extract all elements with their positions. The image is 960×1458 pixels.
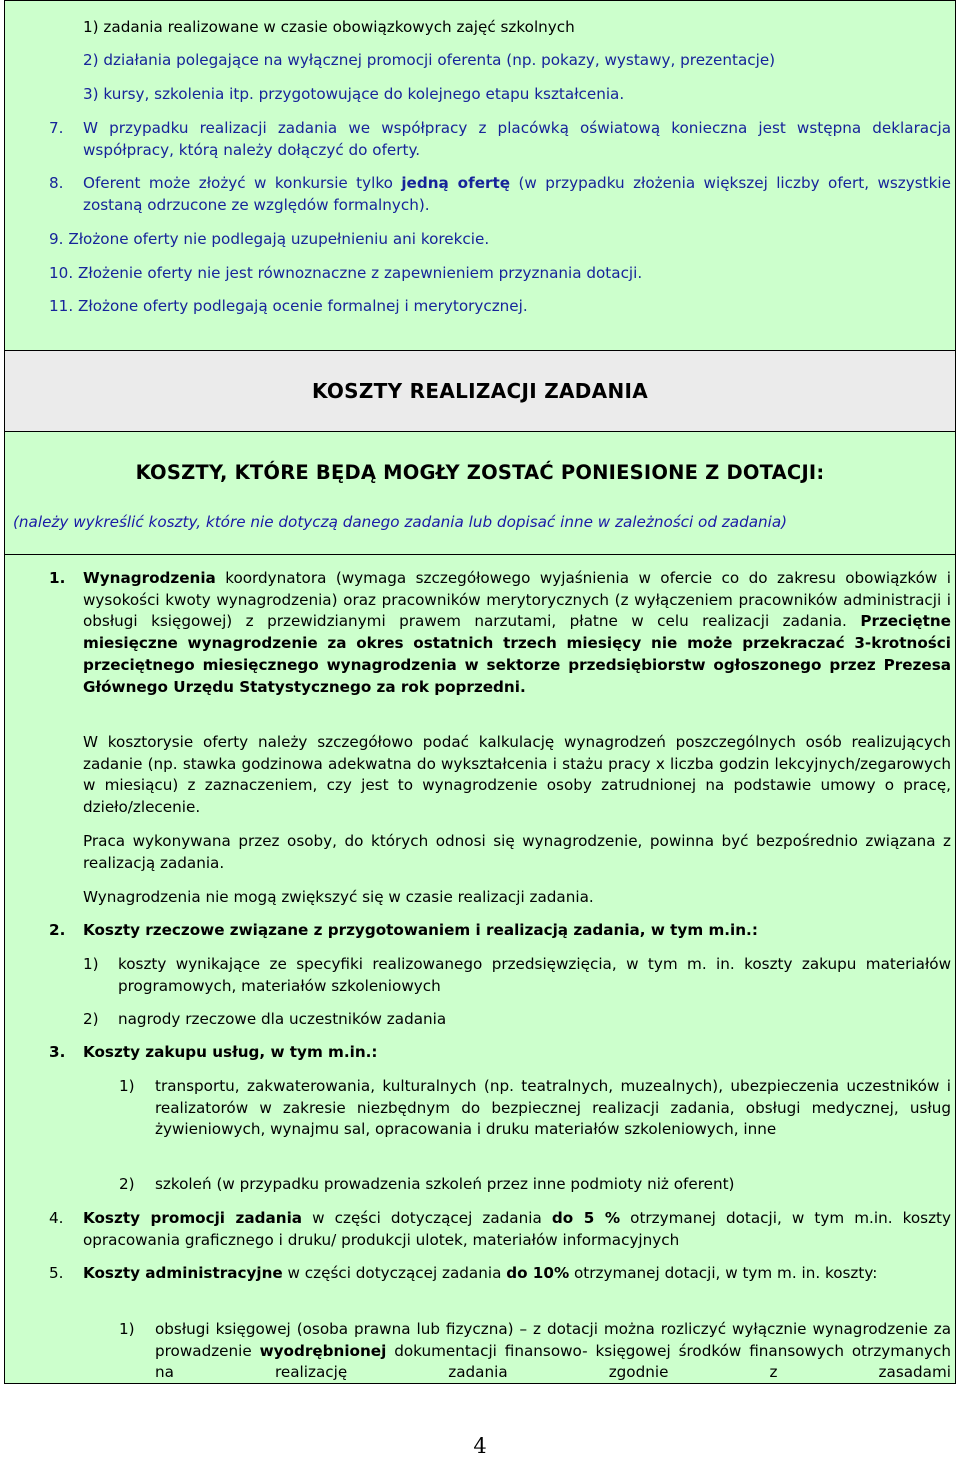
list-item: Oferent może złożyć w konkursie tylko jedną ofertę (w przypadku złożenia większej liczby ofert, wszystkie zostaną odrzucone ze względów formalnych).	[83, 174, 951, 214]
costs-title-box	[4, 350, 956, 432]
list-number: 3.	[49, 1043, 66, 1061]
list-item: 1) zadania realizowane w czasie obowiązkowych zajęć szkolnych	[83, 18, 575, 36]
admin-costs-paragraph: Koszty administracyjne w części dotyczącej zadania do 10% otrzymanej dotacji, w tym m. in. koszty:	[83, 1264, 878, 1282]
list-number: 1)	[83, 955, 99, 973]
section-title: KOSZTY REALIZACJI ZADANIA	[311, 379, 649, 403]
section-heading: Koszty rzeczowe związane z przygotowaniem i realizacją zadania, w tym m.in.:	[83, 921, 758, 939]
list-item: 9. Złożone oferty nie podlegają uzupełnieniu ani korekcie.	[49, 230, 490, 248]
list-item: koszty wynikające ze specyfiki realizowanego przedsięwzięcia, w tym m. in. koszty zakupu materiałów programowych, materiałów szkoleniowych	[118, 955, 951, 995]
list-number: 1.	[49, 569, 66, 587]
list-item: 10. Złożenie oferty nie jest równoznaczne z zapewnieniem przyznania dotacji.	[49, 264, 643, 282]
list-item: 2) działania polegające na wyłącznej promocji oferenta (np. pokazy, wystawy, prezentacje)	[83, 51, 776, 69]
list-number: 7.	[49, 119, 64, 137]
list-number: 2)	[119, 1175, 135, 1193]
costs-list-box	[4, 554, 956, 1384]
list-item: szkoleń (w przypadku prowadzenia szkoleń przez inne podmioty niż oferent)	[155, 1175, 735, 1193]
list-number: 4.	[49, 1209, 64, 1227]
section-subtitle: KOSZTY, KTÓRE BĘDĄ MOGŁY ZOSTAĆ PONIESIONE Z DOTACJI:	[135, 461, 825, 484]
salaries-paragraph: W kosztorysie oferty należy szczegółowo podać kalkulację wynagrodzeń poszczególnych osób realizujących zadanie (np. stawka godzinowa adekwatna do wykształcenia i stażu pracy x liczba godzin lekcyjnych/zegarowych w miesiącu) z zaznaczeniem, czy jest to wynagrodzenie osoby zatrudnionej na podstawie umowy o pracę, dzieło/zlecenie.	[83, 733, 951, 817]
list-item: transportu, zakwaterowania, kulturalnych (np. teatralnych, muzealnych), ubezpieczenia uczestników i realizatorów w zakresie niezbędnym do bezpiecznej realizacji zadania, obsługi medycznej, usług żywieniowych, wynajmu sal, opracowania i druku materiałów szkoleniowych, inne	[155, 1077, 951, 1139]
list-number: 2.	[49, 921, 66, 939]
salaries-paragraph: Wynagrodzenia nie mogą zwiększyć się w czasie realizacji zadania.	[83, 888, 594, 906]
salaries-paragraph: Wynagrodzenia koordynatora (wymaga szczegółowego wyjaśnienia w ofercie co do zakresu obowiązków i wysokości kwoty wynagrodzenia) oraz pracowników merytorycznych (z wyłączeniem pracowników administracji i obsługi księgowej) z przewidzianymi prawem narzutami, płatne w celu realizacji zadania. Przeciętne miesięczne wynagrodzenie za okres ostatnich trzech miesięcy nie może przekraczać 3-krotności przeciętnego miesięcznego wynagrodzenia w sektorze przedsiębiorstw ogłoszonego przez Prezesa Głównego Urzędu Statystycznego za rok poprzedni.	[83, 569, 951, 696]
salaries-paragraph: Praca wykonywana przez osoby, do których odnosi się wynagrodzenie, powinna być bezpośrednio związana z realizacją zadania.	[83, 832, 951, 872]
list-number: 8.	[49, 174, 64, 192]
costs-subtitle-box	[4, 431, 956, 555]
list-item: nagrody rzeczowe dla uczestników zadania	[118, 1010, 447, 1028]
list-number: 2)	[83, 1010, 99, 1028]
requirements-box	[4, 0, 956, 351]
list-item: obsługi księgowej (osoba prawna lub fizyczna) – z dotacji można rozliczyć wyłącznie wynagrodzenie za prowadzenie wyodrębnionej dokumentacji finansowo- księgowej środków finansowych otrzymanych na realizację zadania zgodnie z zasadami	[155, 1320, 951, 1382]
list-number: 1)	[119, 1320, 135, 1338]
list-number: 1)	[119, 1077, 135, 1095]
instruction-note: (należy wykreślić koszty, które nie dotyczą danego zadania lub dopisać inne w zależności od zadania)	[13, 513, 788, 531]
list-item: W przypadku realizacji zadania we współpracy z placówką oświatową konieczna jest wstępna deklaracja współpracy, którą należy dołączyć do oferty.	[83, 119, 951, 159]
list-item: 3) kursy, szkolenia itp. przygotowujące do kolejnego etapu kształcenia.	[83, 85, 625, 103]
page-number: 4	[473, 1434, 487, 1458]
list-number: 5.	[49, 1264, 64, 1282]
list-item: 11. Złożone oferty podlegają ocenie formalnej i merytorycznej.	[49, 297, 528, 315]
section-heading: Koszty zakupu usług, w tym m.in.:	[83, 1043, 378, 1061]
promotion-costs-paragraph: Koszty promocji zadania w części dotyczącej zadania do 5 % otrzymanej dotacji, w tym m.in. koszty opracowania graficznego i druku/ produkcji ulotek, materiałów informacyjnych	[83, 1209, 951, 1249]
